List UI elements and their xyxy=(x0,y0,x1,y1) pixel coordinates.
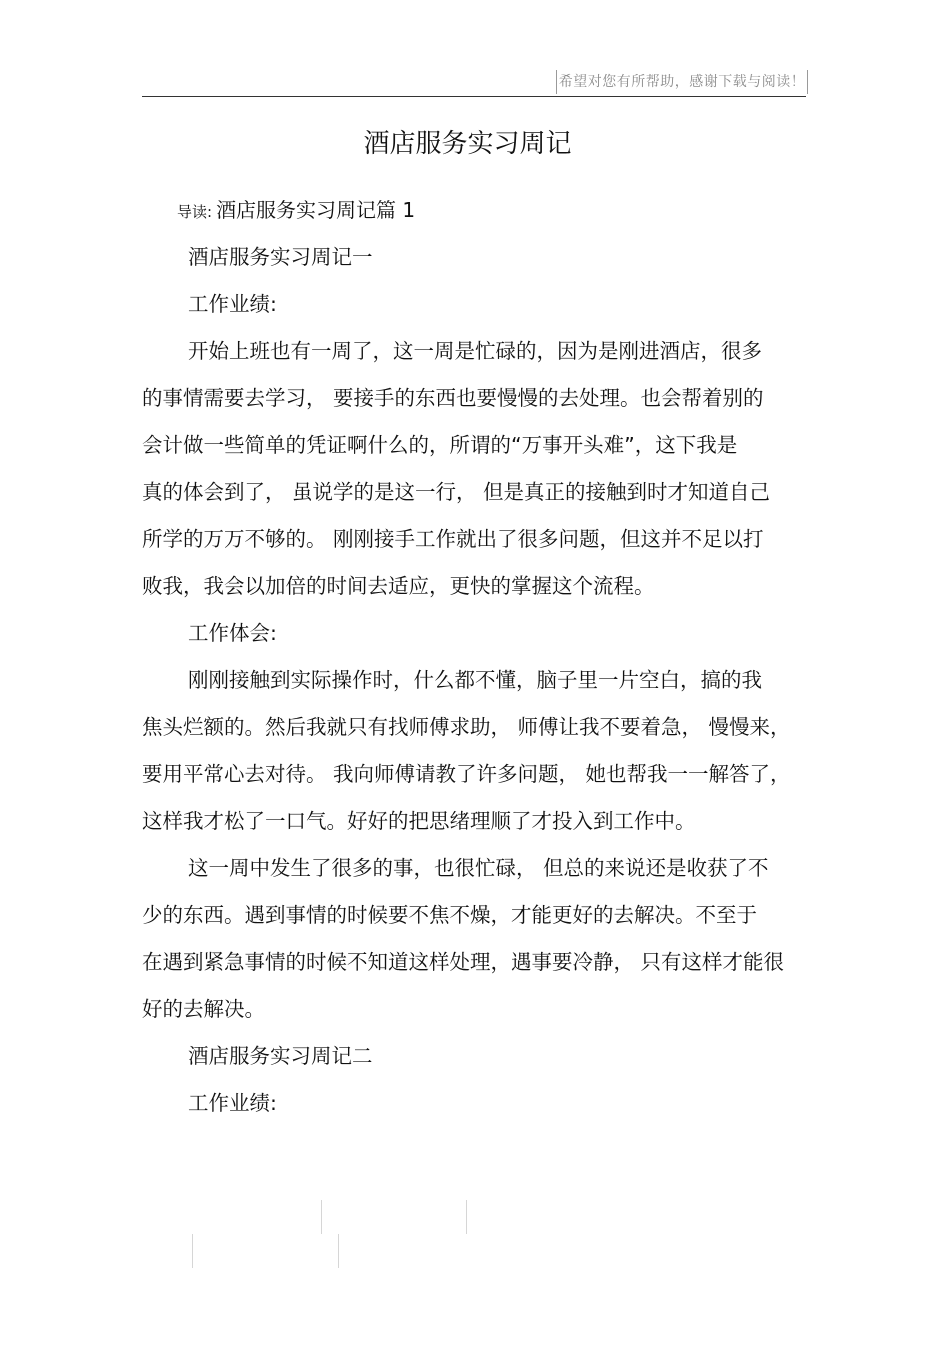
lead-text: 酒店服务实习周记篇 1 xyxy=(216,198,416,222)
section-heading: 酒店服务实习周记二 xyxy=(188,1044,373,1068)
paragraph-line: 好的去解决。 xyxy=(142,997,265,1021)
paragraph-line: 要用平常心去对待。 我向师傅请教了许多问题， 她也帮我一一解答了， xyxy=(142,762,791,786)
paragraph-2 xyxy=(142,657,802,845)
section-heading: 酒店服务实习周记一 xyxy=(188,245,373,269)
document-title: 酒店服务实习周记 xyxy=(363,129,572,159)
paragraph-line: 这一周中发生了很多的事，也很忙碌， 但总的来说还是收获了不 xyxy=(188,856,769,880)
paragraph-line: 的事情需要去学习， 要接手的东西也要慢慢的去处理。也会帮着别的 xyxy=(142,386,764,410)
paragraph-line: 所学的万万不够的。 刚刚接手工作就出了很多问题，但这并不足以打 xyxy=(142,527,764,551)
scan-artifact-line xyxy=(338,1234,339,1268)
paragraph-line: 在遇到紧急事情的时候不知道这样处理，遇事要冷静， 只有这样才能很 xyxy=(142,950,785,974)
header-divider xyxy=(142,96,806,97)
header-note: 希望对您有所帮助，感谢下载与阅读！ xyxy=(556,70,808,94)
paragraph-line: 少的东西。遇到事情的时候要不焦不燥，才能更好的去解决。不至于 xyxy=(142,903,757,927)
work-results-label: 工作业绩: xyxy=(188,1091,277,1115)
paragraph-line: 焦头烂额的。然后我就只有找师傅求助， 师傅让我不要着急， 慢慢来， xyxy=(142,715,791,739)
scan-artifact-line xyxy=(321,1200,322,1234)
document-body xyxy=(142,234,802,1127)
scan-artifact-line xyxy=(466,1200,467,1234)
paragraph-line: 这样我才松了一口气。好好的把思绪理顺了才投入到工作中。 xyxy=(142,809,696,833)
work-results-label: 工作业绩: xyxy=(188,292,277,316)
paragraph-3 xyxy=(142,845,802,1033)
paragraph-line: 败我，我会以加倍的时间去适应，更快的掌握这个流程。 xyxy=(142,574,655,598)
paragraph-line: 开始上班也有一周了，这一周是忙碌的，因为是刚进酒店，很多 xyxy=(188,339,762,363)
work-experience-label: 工作体会: xyxy=(188,621,277,645)
paragraph-1 xyxy=(142,328,802,610)
paragraph-line: 真的体会到了， 虽说学的是这一行， 但是真正的接触到时才知道自己 xyxy=(142,480,771,504)
paragraph-line: 刚刚接触到实际操作时，什么都不懂，脑子里一片空白，搞的我 xyxy=(188,668,762,692)
lead-label: 导读: xyxy=(177,203,213,221)
lead-line xyxy=(177,194,415,228)
scan-artifact-line xyxy=(192,1234,193,1268)
paragraph-line: 会计做一些简单的凭证啊什么的，所谓的“万事开头难”，这下我是 xyxy=(142,433,738,457)
